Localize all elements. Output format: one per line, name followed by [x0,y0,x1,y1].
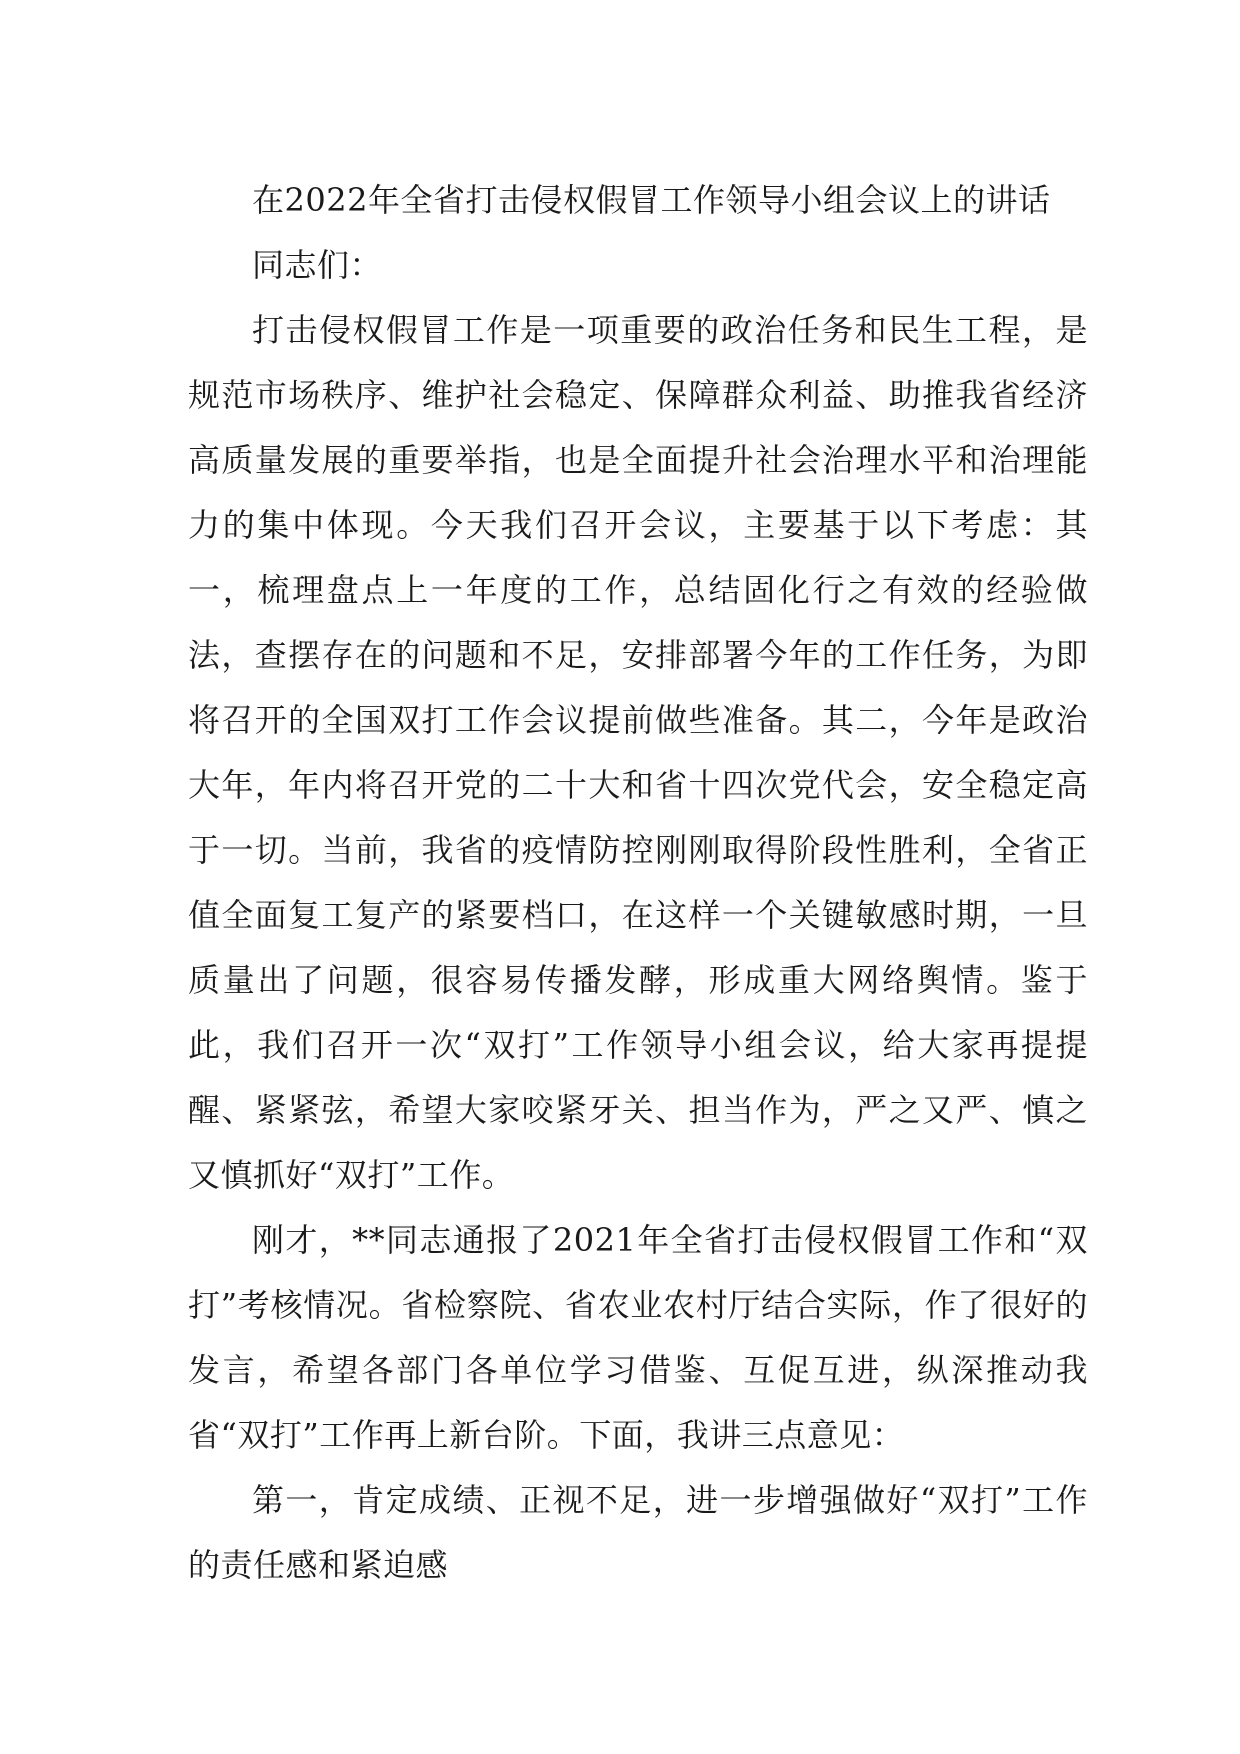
speech-title: 在2022年全省打击侵权假冒工作领导小组会议上的讲话 [252,181,1051,219]
salutation: 同志们： [252,246,383,284]
paragraph-intro: 打击侵权假冒工作是一项重要的政治任务和民生工程，是规范市场秩序、维护社会稳定、保障群众利益、助推我省经济高质量发展的重要举指，也是全面提升社会治理水平和治理能力的集中体现。今天我们召开会议，主要基于以下考虑：其一，梳理盘点上一年度的工作，总结固化行之有效的经验做法，查摆存在的问题和不足，安排部署今年的工作任务，为即将召开的全国双打工作会议提前做些准备。其二，今年是政治大年，年内将召开党的二十大和省十四次党代会，安全稳定高于一切。当前，我省的疫情防控刚刚取得阶段性胜利，全省正值全面复工复产的紧要档口，在这样一个关键敏感时期，一旦质量出了问题，很容易传播发酵，形成重大网络舆情。鉴于此，我们召开一次“双打”工作领导小组会议，给大家再提提醒、紧紧弦，希望大家咬紧牙关、担当作为，严之又严、慎之又慎抓好“双打”工作。 [188,311,1088,1194]
document-body [188,168,1088,1598]
section-heading-first: 第一，肯定成绩、正视不足，进一步增强做好“双打”工作的责任感和紧迫感 [188,1481,1088,1584]
paragraph-report: 刚才，**同志通报了2021年全省打击侵权假冒工作和“双打”考核情况。省检察院、省农业农村厅结合实际，作了很好的发言，希望各部门各单位学习借鉴、互促互进，纵深推动我省“双打”工作再上新台阶。下面，我讲三点意见： [188,1221,1088,1454]
